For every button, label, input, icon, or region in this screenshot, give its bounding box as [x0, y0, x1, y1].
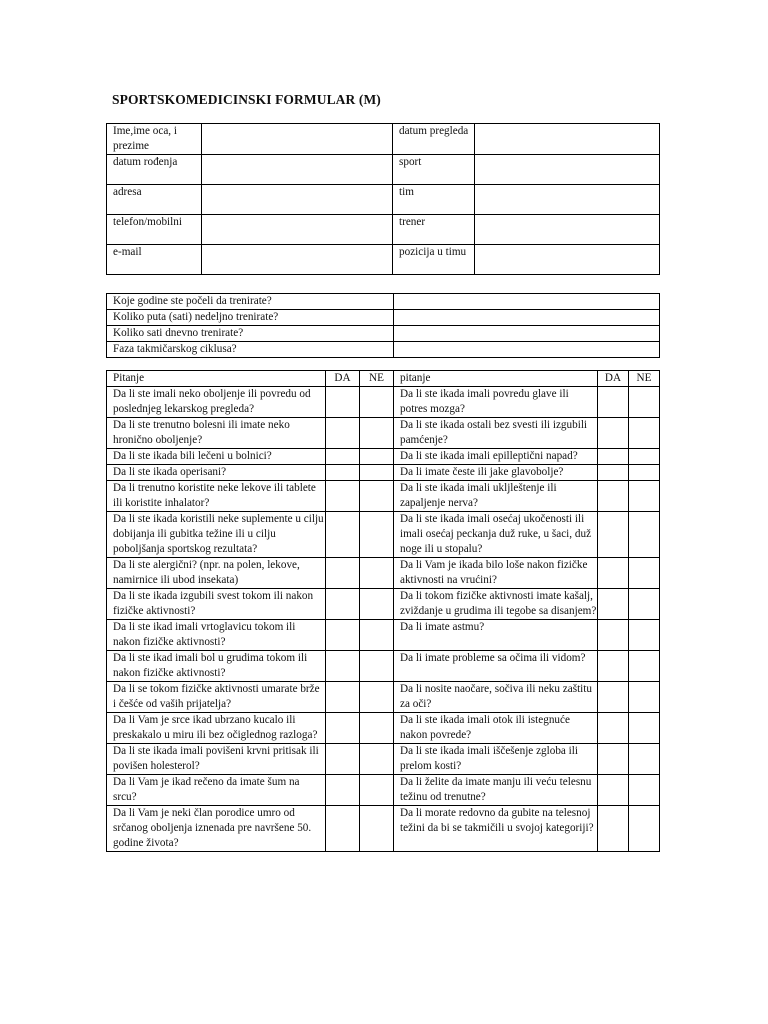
question-right: Da li imate česte ili jake glavobolje? — [394, 465, 598, 481]
questions-header-row — [107, 371, 660, 387]
training-question: Koje godine ste počeli da trenirate? — [107, 294, 394, 310]
question-row — [107, 682, 660, 713]
question-left: Da li ste ikada koristili neke suplemente u cilju dobijanja ili gubitka težine ili u cilju poboljšanja sportskog rezultata? — [107, 512, 326, 558]
answer-ne-left[interactable] — [360, 589, 394, 620]
answer-ne-left[interactable] — [360, 465, 394, 481]
answer-da-right[interactable] — [598, 806, 629, 852]
question-left: Da li Vam je neki član porodice umro od srčanog oboljenja iznenada pre navršene 50. godine života? — [107, 806, 326, 852]
question-left: Da li Vam je srce ikad ubrzano kucalo ili preskakalo u miru ili bez očiglednog razloga? — [107, 713, 326, 744]
field-input-right[interactable] — [475, 155, 660, 185]
answer-da-left[interactable] — [326, 682, 360, 713]
answer-da-left[interactable] — [326, 775, 360, 806]
question-left: Da li ste trenutno bolesni ili imate neko hronično oboljenje? — [107, 418, 326, 449]
question-row — [107, 775, 660, 806]
answer-da-left[interactable] — [326, 449, 360, 465]
answer-da-right[interactable] — [598, 465, 629, 481]
answer-ne-right[interactable] — [629, 651, 660, 682]
answer-da-left[interactable] — [326, 620, 360, 651]
answer-ne-left[interactable] — [360, 481, 394, 512]
question-right: Da li ste ikada imali epilleptični napad? — [394, 449, 598, 465]
answer-ne-right[interactable] — [629, 387, 660, 418]
answer-ne-left[interactable] — [360, 775, 394, 806]
question-left: Da li ste ikada bili lečeni u bolnici? — [107, 449, 326, 465]
question-left: Da li ste ikada imali povišeni krvni pritisak ili povišen holesterol? — [107, 744, 326, 775]
field-input-left[interactable] — [202, 155, 393, 185]
field-label-right: tim — [393, 185, 475, 215]
answer-ne-left[interactable] — [360, 512, 394, 558]
field-label-right: pozicija u timu — [393, 245, 475, 275]
answer-da-left[interactable] — [326, 418, 360, 449]
answer-da-left[interactable] — [326, 651, 360, 682]
question-right: Da li Vam je ikada bilo loše nakon fizičke aktivnosti na vrućini? — [394, 558, 598, 589]
answer-da-right[interactable] — [598, 589, 629, 620]
field-input-right[interactable] — [475, 124, 660, 155]
question-left: Da li ste ikada operisani? — [107, 465, 326, 481]
answer-ne-left[interactable] — [360, 744, 394, 775]
field-label-left: Ime,ime oca, i prezime — [107, 124, 202, 155]
answer-ne-right[interactable] — [629, 713, 660, 744]
question-right: Da li ste ikada imali iščešenje zgloba ili prelom kosti? — [394, 744, 598, 775]
question-left: Da li ste ikad imali bol u grudima tokom ili nakon fizičke aktivnosti? — [107, 651, 326, 682]
question-right: Da li ste ikada imali povredu glave ili potres mozga? — [394, 387, 598, 418]
field-label-left: adresa — [107, 185, 202, 215]
training-row — [107, 310, 660, 326]
answer-da-left[interactable] — [326, 744, 360, 775]
answer-da-right[interactable] — [598, 449, 629, 465]
answer-da-left[interactable] — [326, 589, 360, 620]
answer-da-right[interactable] — [598, 512, 629, 558]
question-right: Da li imate probleme sa očima ili vidom? — [394, 651, 598, 682]
header-ne-left: NE — [360, 371, 394, 387]
question-row — [107, 620, 660, 651]
question-row — [107, 465, 660, 481]
answer-ne-right[interactable] — [629, 465, 660, 481]
training-info-table — [106, 293, 660, 358]
answer-da-right[interactable] — [598, 558, 629, 589]
answer-da-right[interactable] — [598, 744, 629, 775]
header-da-left: DA — [326, 371, 360, 387]
answer-ne-right[interactable] — [629, 682, 660, 713]
answer-da-left[interactable] — [326, 558, 360, 589]
training-answer-input[interactable] — [394, 310, 660, 326]
question-right: Da li ste ikada imali otok ili istegnuće nakon povrede? — [394, 713, 598, 744]
answer-ne-left[interactable] — [360, 651, 394, 682]
answer-ne-left[interactable] — [360, 713, 394, 744]
training-row — [107, 294, 660, 310]
personal-info-row — [107, 215, 660, 245]
answer-ne-left[interactable] — [360, 449, 394, 465]
field-input-left[interactable] — [202, 245, 393, 275]
field-input-left[interactable] — [202, 215, 393, 245]
question-row — [107, 558, 660, 589]
answer-da-right[interactable] — [598, 387, 629, 418]
question-row — [107, 651, 660, 682]
field-input-left[interactable] — [202, 124, 393, 155]
question-right: Da li ste ikada imali ukljleštenje ili zapaljenje nerva? — [394, 481, 598, 512]
field-input-right[interactable] — [475, 185, 660, 215]
answer-ne-left[interactable] — [360, 682, 394, 713]
question-right: Da li želite da imate manju ili veću telesnu težinu od trenutne? — [394, 775, 598, 806]
answer-ne-left[interactable] — [360, 387, 394, 418]
question-right: Da li ste ikada imali osećaj ukočenosti ili imali osećaj peckanja duž ruke, u šaci, duž noge ili u stopalu? — [394, 512, 598, 558]
training-question: Koliko sati dnevno trenirate? — [107, 326, 394, 342]
answer-ne-right[interactable] — [629, 806, 660, 852]
answer-da-right[interactable] — [598, 775, 629, 806]
training-row — [107, 326, 660, 342]
question-left: Da li Vam je ikad rečeno da imate šum na srcu? — [107, 775, 326, 806]
field-label-right: trener — [393, 215, 475, 245]
answer-da-left[interactable] — [326, 387, 360, 418]
question-row — [107, 387, 660, 418]
header-ne-right: NE — [629, 371, 660, 387]
answer-ne-right[interactable] — [629, 512, 660, 558]
personal-info-table — [106, 123, 660, 275]
question-left: Da li ste ikad imali vrtoglavicu tokom ili nakon fizičke aktivnosti? — [107, 620, 326, 651]
header-question-right: pitanje — [394, 371, 598, 387]
training-answer-input[interactable] — [394, 294, 660, 310]
answer-da-right[interactable] — [598, 481, 629, 512]
question-right: Da li ste ikada ostali bez svesti ili izgubili pamćenje? — [394, 418, 598, 449]
answer-da-right[interactable] — [598, 713, 629, 744]
answer-ne-right[interactable] — [629, 449, 660, 465]
question-left: Da li ste ikada izgubili svest tokom ili nakon fizičke aktivnosti? — [107, 589, 326, 620]
field-label-left: datum rođenja — [107, 155, 202, 185]
question-right: Da li morate redovno da gubite na telesnoj težini da bi se takmičili u svojoj kategoriji? — [394, 806, 598, 852]
question-row — [107, 806, 660, 852]
question-row — [107, 512, 660, 558]
question-left: Da li ste imali neko oboljenje ili povredu od poslednjeg lekarskog pregleda? — [107, 387, 326, 418]
answer-ne-right[interactable] — [629, 589, 660, 620]
question-row — [107, 481, 660, 512]
training-answer-input[interactable] — [394, 342, 660, 358]
answer-ne-left[interactable] — [360, 806, 394, 852]
answer-da-left[interactable] — [326, 465, 360, 481]
question-row — [107, 418, 660, 449]
answer-ne-right[interactable] — [629, 418, 660, 449]
question-row — [107, 713, 660, 744]
answer-da-left[interactable] — [326, 512, 360, 558]
answer-ne-left[interactable] — [360, 418, 394, 449]
training-row — [107, 342, 660, 358]
answer-ne-right[interactable] — [629, 620, 660, 651]
personal-info-row — [107, 185, 660, 215]
field-input-left[interactable] — [202, 185, 393, 215]
question-right: Da li nosite naočare, sočiva ili neku zaštitu za oči? — [394, 682, 598, 713]
answer-ne-right[interactable] — [629, 481, 660, 512]
answer-ne-right[interactable] — [629, 744, 660, 775]
question-right: Da li tokom fizičke aktivnosti imate kašalj, zviždanje u grudima ili tegobe sa disanjem? — [394, 589, 598, 620]
training-answer-input[interactable] — [394, 326, 660, 342]
training-question: Koliko puta (sati) nedeljno trenirate? — [107, 310, 394, 326]
answer-da-right[interactable] — [598, 620, 629, 651]
answer-ne-right[interactable] — [629, 558, 660, 589]
question-right: Da li imate astmu? — [394, 620, 598, 651]
answer-ne-right[interactable] — [629, 775, 660, 806]
answer-da-left[interactable] — [326, 806, 360, 852]
answer-da-right[interactable] — [598, 682, 629, 713]
field-label-left: telefon/mobilni — [107, 215, 202, 245]
question-left: Da li ste alergični? (npr. na polen, lekove, namirnice ili ubod insekata) — [107, 558, 326, 589]
header-question-left: Pitanje — [107, 371, 326, 387]
questions-table — [106, 370, 660, 852]
personal-info-row — [107, 155, 660, 185]
question-left: Da li se tokom fizičke aktivnosti umarate brže i češće od vaših prijatelja? — [107, 682, 326, 713]
answer-da-right[interactable] — [598, 418, 629, 449]
form-title: SPORTSKOMEDICINSKI FORMULAR (M) — [112, 92, 381, 107]
personal-info-row — [107, 245, 660, 275]
field-input-right[interactable] — [475, 245, 660, 275]
field-label-left: e-mail — [107, 245, 202, 275]
header-da-right: DA — [598, 371, 629, 387]
question-row — [107, 589, 660, 620]
training-question: Faza takmičarskog ciklusa? — [107, 342, 394, 358]
answer-da-right[interactable] — [598, 651, 629, 682]
question-left: Da li trenutno koristite neke lekove ili tablete ili koristite inhalator? — [107, 481, 326, 512]
field-label-right: sport — [393, 155, 475, 185]
field-input-right[interactable] — [475, 215, 660, 245]
personal-info-row — [107, 124, 660, 155]
question-row — [107, 744, 660, 775]
answer-da-left[interactable] — [326, 481, 360, 512]
field-label-right: datum pregleda — [393, 124, 475, 155]
answer-ne-left[interactable] — [360, 620, 394, 651]
question-row — [107, 449, 660, 465]
answer-da-left[interactable] — [326, 713, 360, 744]
answer-ne-left[interactable] — [360, 558, 394, 589]
